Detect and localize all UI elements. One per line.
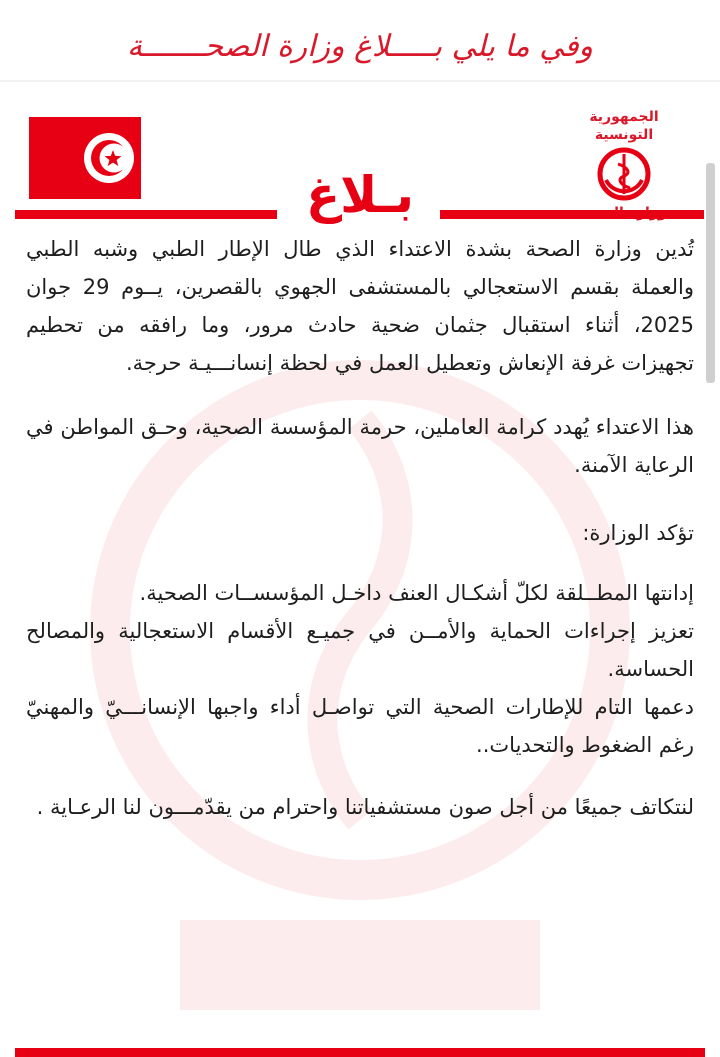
list-item-condemn-violence: إدانتها المطــلقة لكلّ أشكـال العنف داخـل المؤسســات الصحية. [139,581,694,605]
ministry-logo [560,108,688,208]
logo-republic-text: الجمهورية التونسية [589,109,659,143]
footer-bar [15,1048,705,1057]
paragraph-threat: هذا الاعتداء يُهدد كرامة العاملين، حرمة المؤسسة الصحية، وحـق المواطن في الرعاية الآمنة. [26,415,694,477]
tunisia-flag [29,117,141,199]
caduceus-crescent-icon [596,146,652,202]
paragraph-condemnation: تُدين وزارة الصحة بشدة الاعتداء الذي طال الإطار الطبي وشبه الطبي والعملة بقسم الاستعجالي بالمستشفى الجهوي بالقصرين، يــوم 29 جوان 2025، أثناء استقبال جثمان ضحية حادث مرور، وما رافقه من تحطيم تجهيزات غرفة الإنعاش وتعطيل العمل في لحظة إنسانـــيـة حرجة. [26,237,694,375]
list-item-strengthen-security: تعزيز إجراءات الحماية والأمــن في جميـع الأقسام الاستعجالية والمصالح الحساسة. [26,619,694,681]
list-item-support-staff: دعمها التام للإطارات الصحية التي تواصـل أداء واجبها الإنسانـــيّ والمهنيّ رغم الضغوط والتحديات.. [26,695,694,757]
paragraph-ministry-affirms: تؤكد الوزارة: [582,521,694,545]
announcement-body [26,230,694,826]
scrollbar[interactable] [706,163,715,383]
header-divider [0,80,720,82]
tunisia-flag-icon [29,117,141,199]
title-divider-left [15,210,277,219]
page-title: بـلاغ [306,166,414,224]
title-divider-right [440,210,704,219]
paragraph-closing: لنتكاتف جميعًا من أجل صون مستشفياتنا واحترام من يقدّمـــون لنا الرعـاية . [36,795,694,819]
header-caption: وفي ما يلي بـــــلاغ وزارة الصحـــــــة [126,29,594,64]
